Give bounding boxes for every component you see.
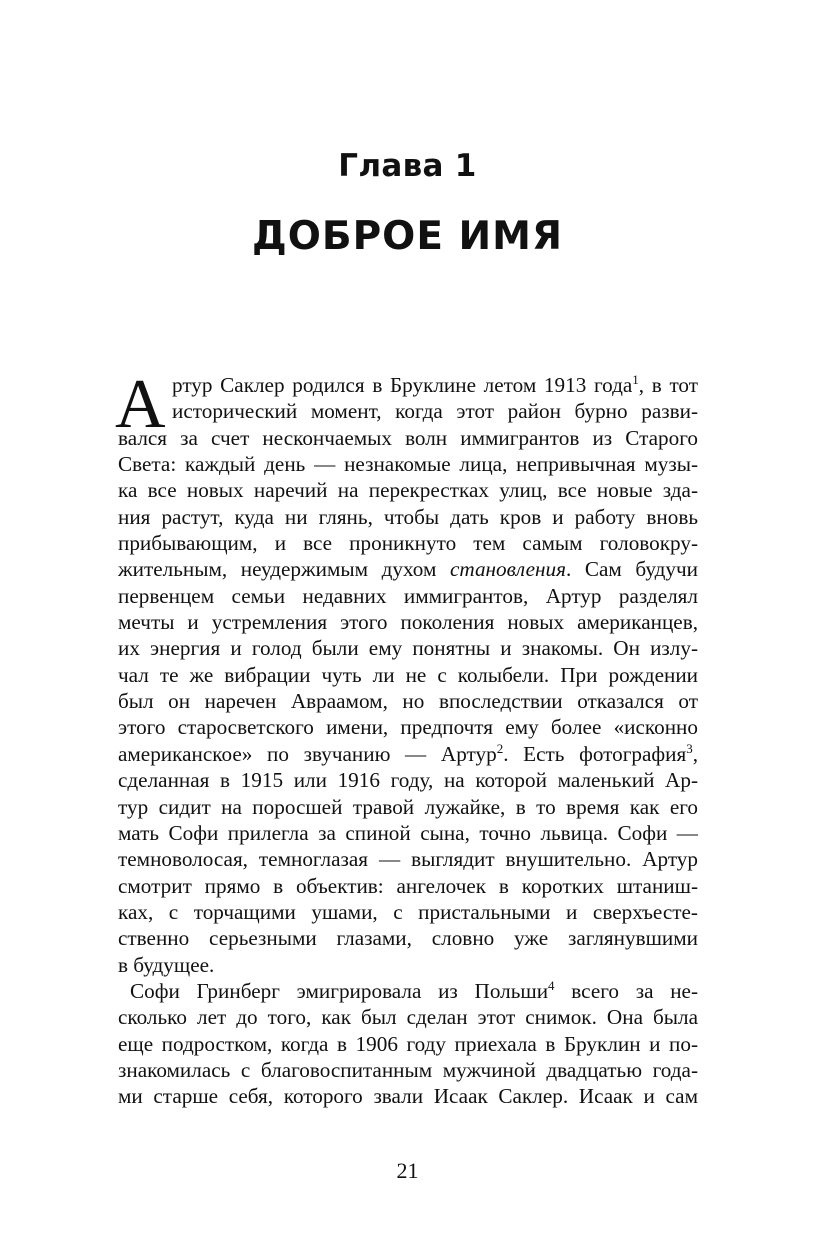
text-line: ми старше себя, которого звали Исаак Саклер. Исаак и сам [118, 1084, 698, 1109]
text-line: ртур Саклер родился в Бруклине летом 1913 года$^1$, в тот [172, 372, 698, 397]
chapter-number: Глава 1 [338, 148, 477, 184]
text-line: прибывающим, и все проникнуто тем самым головокру- [118, 531, 698, 556]
text-line: знакомилась с благовоспитанным мужчиной двадцатью года- [118, 1057, 698, 1082]
text-line: темноволосая, темноглазая — выглядит внушительно. Артур [118, 847, 698, 872]
text-line: мать Софи прилегла за спиной сына, точно львица. Софи — [118, 820, 698, 845]
text-line: чал те же вибрации чуть ли не с колыбели. При рождении [118, 662, 698, 687]
drop-cap: А [115, 366, 166, 443]
text-line: сколько лет до того, как был сделан этот снимок. Она была [118, 1005, 698, 1030]
text-line: ка все новых наречий на перекрестках улиц, все новые зда- [118, 478, 698, 503]
footnote-marker[interactable]: 2 [496, 740, 504, 756]
footnote-marker[interactable]: 1 [632, 372, 639, 387]
footnote-marker[interactable]: 4 [548, 977, 555, 993]
text-line: этого старосветского имени, предпочтя ему более «исконно [118, 715, 698, 740]
body-text [115, 366, 699, 1110]
text-line: первенцем семьи недавних иммигрантов, Артур разделял [118, 583, 698, 608]
footnote-marker[interactable]: 3 [686, 740, 693, 756]
text-line: вался за счет нескончаемых волн иммигрантов из Старого [118, 425, 698, 450]
text-line: ственно серьезными глазами, словно уже заглянувшими [118, 926, 698, 951]
text-line: Софи Гринберг эмигрировала из Польши$^4$ всего за не- [130, 977, 698, 1003]
page-number: 21 [396, 1158, 419, 1183]
emphasis-text: становления [449, 557, 566, 582]
text-line: жительным, неудержимым духом становления. Сам будучи [118, 557, 698, 582]
text-line: Света: каждый день — незнакомые лица, непривычная музы- [118, 452, 698, 477]
text-line: смотрит прямо в объектив: ангелочек в коротких штаниш- [118, 873, 698, 898]
text-line: их энергия и голод были ему понятны и знакомы. Он излу- [118, 636, 698, 661]
text-line: американское» по звучанию — Артур$^2$. Есть фотография$^3$, [118, 740, 699, 766]
text-line: был он наречен Авраамом, но впоследствии отказался от [118, 689, 698, 714]
chapter-title: ДОБРОЕ ИМЯ [251, 214, 564, 259]
text-line: исторический момент, когда этот район бурно разви- [172, 399, 698, 424]
text-line: ния растут, куда ни глянь, чтобы дать кров и работу вновь [118, 504, 698, 529]
text-line: в будущее. [118, 952, 215, 977]
text-line: сделанная в 1915 или 1916 году, на которой маленький Ар- [118, 768, 698, 793]
text-line: ках, с торчащими ушами, с пристальными и сверхъесте- [118, 899, 698, 924]
text-line: мечты и устремления этого поколения новых американцев, [118, 610, 698, 635]
text-line: тур сидит на поросшей травой лужайке, в то время как его [118, 794, 698, 819]
text-line: еще подростком, когда в 1906 году приехала в Бруклин и по- [118, 1031, 698, 1056]
